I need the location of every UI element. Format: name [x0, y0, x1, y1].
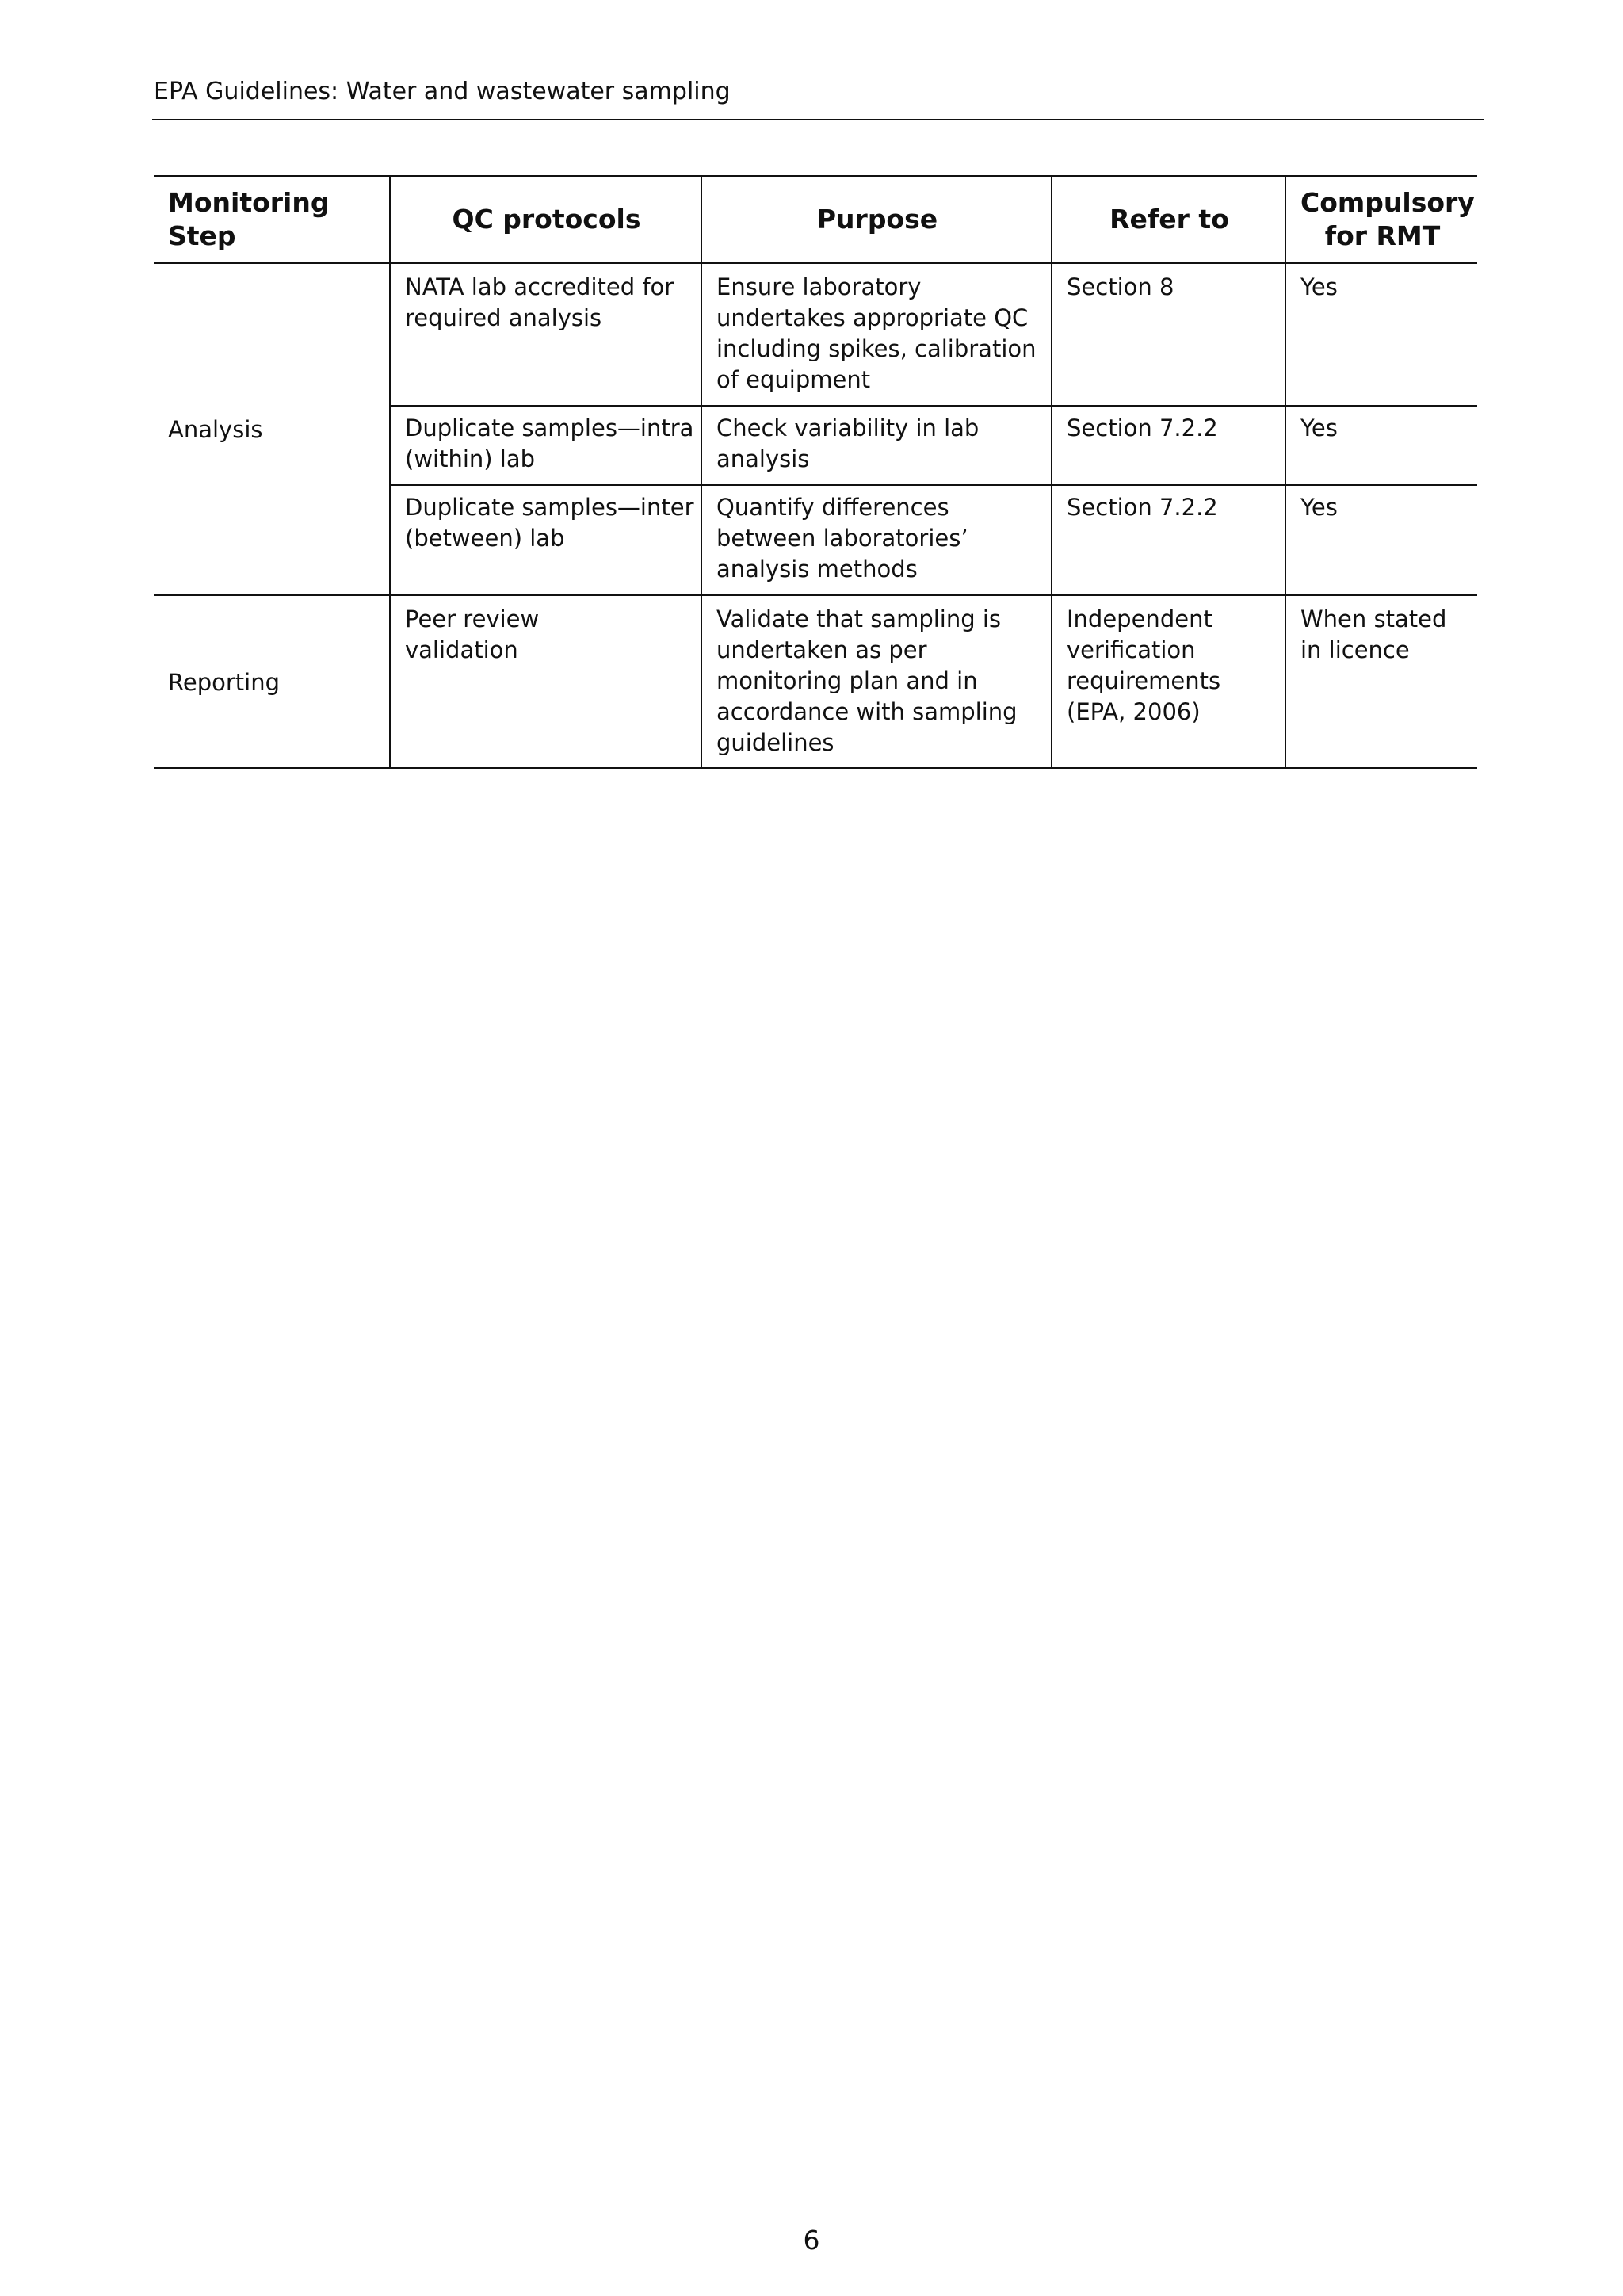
cell-text-line: analysis methods [716, 556, 918, 583]
column-header-qc-protocols: QC protocols [390, 176, 701, 263]
refer-to-cell [1052, 263, 1285, 406]
cell-text-line: Check variability in lab [716, 415, 980, 441]
compulsory-cell [1285, 595, 1477, 768]
cell-text-line: between laboratories’ [716, 525, 968, 552]
cell-text-line: undertaken as per [716, 636, 927, 663]
cell-text-line: Yes [1300, 494, 1338, 521]
compulsory-cell [1285, 406, 1477, 485]
refer-to-cell [1052, 595, 1285, 768]
column-header-purpose: Purpose [701, 176, 1052, 263]
column-header-compulsory-line: for RMT [1324, 220, 1441, 251]
column-header-refer-to: Refer to [1052, 176, 1285, 263]
qc-protocol-cell [390, 485, 701, 595]
cell-text-line: Yes [1300, 415, 1338, 441]
qc-protocol-cell [390, 595, 701, 768]
refer-to-cell [1052, 485, 1285, 595]
cell-text-line: required analysis [405, 304, 602, 331]
cell-text-line: Peer review [405, 606, 540, 632]
cell-text-line: Duplicate samples—intra [405, 415, 694, 441]
cell-text-line: analysis [716, 445, 810, 472]
cell-text-line: requirements [1067, 667, 1221, 694]
cell-text-line: (between) lab [405, 525, 565, 552]
cell-text-line: Section 8 [1067, 273, 1174, 300]
column-header-compulsory-line: Compulsory [1300, 187, 1475, 218]
cell-text-line: Independent [1067, 606, 1212, 632]
purpose-cell [701, 263, 1052, 406]
cell-text-line: including spikes, calibration [716, 335, 1037, 362]
cell-text-line: verification [1067, 636, 1196, 663]
cell-text-line: (within) lab [405, 445, 536, 472]
cell-text-line: undertakes appropriate QC [716, 304, 1029, 331]
cell-text-line: accordance with sampling [716, 698, 1018, 725]
monitoring-step-analysis: Analysis [154, 263, 390, 595]
cell-text-line: Ensure laboratory [716, 273, 922, 300]
column-header-compulsory [1285, 176, 1477, 263]
qc-protocol-cell [390, 406, 701, 485]
qc-protocols-table [154, 175, 1477, 769]
cell-text-line: (EPA, 2006) [1067, 698, 1201, 725]
cell-text-line: Yes [1300, 273, 1338, 300]
table-header-row [154, 176, 1477, 263]
cell-text-line: monitoring plan and in [716, 667, 978, 694]
table-row [154, 595, 1477, 768]
running-header-title: EPA Guidelines: Water and wastewater sampling [154, 78, 731, 105]
cell-text-line: of equipment [716, 366, 871, 393]
cell-text-line: Section 7.2.2 [1067, 494, 1218, 521]
compulsory-cell [1285, 263, 1477, 406]
cell-text-line: Validate that sampling is [716, 606, 1002, 632]
monitoring-step-reporting: Reporting [154, 595, 390, 768]
cell-text-line: When stated [1300, 606, 1447, 632]
cell-text-line: validation [405, 636, 518, 663]
header-divider [152, 119, 1484, 120]
cell-text-line: in licence [1300, 636, 1410, 663]
compulsory-cell [1285, 485, 1477, 595]
cell-text-line: NATA lab accredited for [405, 273, 674, 300]
column-header-monitoring-step: Monitoring Step [154, 176, 390, 263]
cell-text-line: Quantify differences [716, 494, 949, 521]
purpose-cell [701, 485, 1052, 595]
cell-text-line: Section 7.2.2 [1067, 415, 1218, 441]
table-row [154, 263, 1477, 406]
cell-text-line: Duplicate samples—inter [405, 494, 694, 521]
refer-to-cell [1052, 406, 1285, 485]
cell-text-line: guidelines [716, 729, 834, 756]
purpose-cell [701, 595, 1052, 768]
page-number: 6 [803, 2225, 820, 2256]
purpose-cell [701, 406, 1052, 485]
qc-protocol-cell [390, 263, 701, 406]
